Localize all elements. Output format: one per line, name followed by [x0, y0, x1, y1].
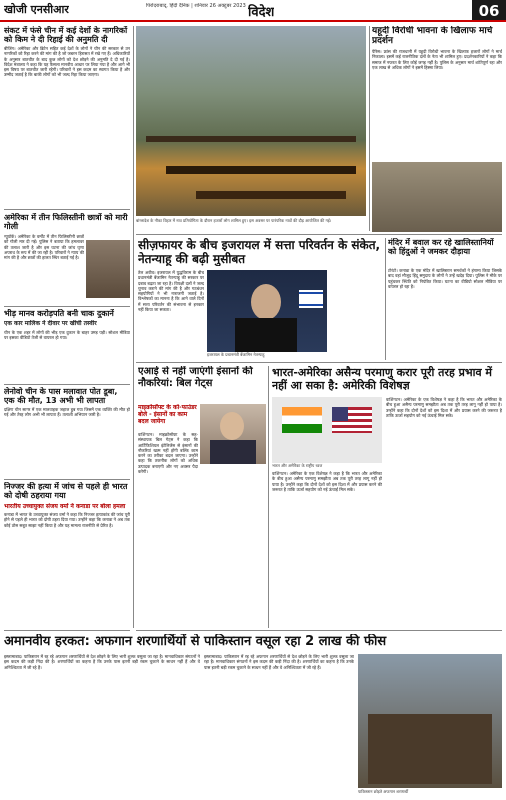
story-nijjar-body: कनाडा में भारत के उच्चायुक्त संजय वर्मा ने कहा कि निज्जर हत्याकांड की जांच पूरी होने से पहले ही भारत को दोषी ठहरा दिया गया। उन्होंने कहा कि कनाडा ने अब तक कोई ठोस सबूत साझा नहीं किया है और यह मामला राजनीति से प्रेरित है। — [4, 512, 130, 528]
story-antisemitism-headline: यहूदी विरोधी भावना के खिलाफ मार्च प्रदर्शन — [372, 26, 493, 46]
story-afghan-body-2: इस्लामाबाद। पाकिस्तान में रह रहे अफगान शरणार्थियों से देश छोड़ने के लिए भारी शुल्क वसूला जा रहा है। मानवाधिकार संगठनों ने इस कदम की कड़ी निंदा की है। शरणार्थियों का कहना है कि उनके पास इतनी बड़ी रकम चुकाने के साधन नहीं हैं और वे अनिश्चितता में जी रहे हैं। — [204, 654, 354, 670]
masthead — [0, 0, 506, 22]
portrait-head — [251, 284, 281, 320]
story-nijjar-headline: निज्जर की हत्या में जांच से पहले ही भारत को दोषी ठहराया गया — [4, 482, 128, 500]
divider — [4, 306, 130, 307]
story-temple-body: टोरंटो। कनाडा के एक मंदिर में खालिस्तान समर्थकों ने हंगामा किया जिसके बाद वहां मौजूद हिंदू समुदाय के लोगों ने उन्हें खदेड़ दिया। पुलिस ने मौके पर पहुंचकर स्थिति को नियंत्रित किया। घटना का वीडियो सोशल मीडिया पर वायरल हो रहा है। — [388, 268, 502, 289]
bill-gates-photo — [200, 404, 266, 464]
story-israel-headline: सीज़फायर के बीच इजरायल में सत्ता परिवर्तन के संकेत, नेतन्याहू की बढ़ी मुसीबत — [138, 238, 381, 266]
story-afghan-body-1: इस्लामाबाद। पाकिस्तान में रह रहे अफगान शरणार्थियों से देश छोड़ने के लिए भारी शुल्क वसूला जा रहा है। मानवाधिकार संगठनों ने इस कदम की कड़ी निंदा की है। शरणार्थियों का कहना है कि उनके पास इतनी बड़ी रकम चुकाने के साधन नहीं हैं और वे अनिश्चितता में जी रहे हैं। — [4, 654, 200, 670]
crowd-shape — [368, 714, 492, 784]
divider — [136, 362, 502, 363]
column-divider — [268, 366, 269, 628]
boat-shape — [166, 166, 356, 174]
column-divider — [369, 26, 370, 231]
story-us-students-body: न्यूयॉर्क। अमेरिका के वर्मोंट में तीन फिलिस्तीनी छात्रों को गोली मार दी गई। पुलिस ने बताया कि हमलावर की तलाश जारी है और इस घटना की जांच घृणा अपराध के रूप में की जा रही है। परिवारों ने न्याय की मांग की है और छात्रों की हालत स्थिर बताई गई है। — [4, 234, 84, 261]
column-divider — [133, 26, 134, 628]
story-afghan-headline: अमानवीय हरकत: अफगान शरणार्थियों से पाकिस्तान वसूल रहा 2 लाख की फीस — [4, 634, 387, 649]
boat-shape — [196, 191, 346, 199]
students-photo — [86, 240, 130, 298]
story-temple-headline: मंदिर में बवाल कर रहे खालिस्तानियों को हिंदुओं ने जमकर दौड़ाया — [388, 238, 494, 256]
story-nijjar-sub: भारतीय उच्चायुक्त संजय वर्मा ने कनाडा पर बोला हमला — [4, 503, 126, 510]
story-ai-headline: एआई से नहीं जाएंगी इंसानों की नौकरियां: बिल गेट्स — [138, 366, 253, 389]
divider — [4, 209, 130, 210]
divider — [4, 630, 130, 631]
divider — [4, 384, 130, 385]
boat-race-caption: बांग्लादेश के नौका विहार में नाव प्रतियोगिता के दौरान हजारों लोग शामिल हुए। इस अवसर पर पारंपरिक नावों की दौड़ आयोजित की गई। — [136, 218, 332, 223]
page-number: 06 — [472, 0, 506, 22]
story-israel-body: तेल अवीव। इजरायल में युद्धविराम के बीच प्रधानमंत्री बेंजामिन नेतन्याहू की सरकार पर दबाव बढ़ता जा रहा है। विपक्षी दलों ने जल्द चुनाव कराने की मांग की है और गठबंधन सहयोगियों ने भी नाराजगी जताई है। विश्लेषकों का मानना है कि आने वाले दिनों में सत्ता परिवर्तन की संभावना से इनकार नहीं किया जा सकता। — [138, 270, 204, 313]
divider — [136, 630, 502, 631]
refugees-caption: पाकिस्तान छोड़ते अफगान शरणार्थी — [358, 789, 409, 794]
story-nuclear-body-left: वाशिंगटन। अमेरिका के एक विशेषज्ञ ने कहा है कि भारत और अमेरिका के बीच हुआ असैन्य परमाणु समझौता अब तक पूरी तरह लागू नहीं हो पाया है। उन्होंने कहा कि दोनों देशों को इस दिशा में और प्रयास करने की जरूरत है ताकि ऊर्जा सहयोग को नई ऊंचाई मिल सके। — [272, 471, 382, 492]
india-flag — [282, 407, 322, 433]
flags-caption: भारत और अमेरिका के राष्ट्रीय ध्वज — [272, 463, 323, 468]
divider — [4, 479, 130, 480]
boat-race-photo — [136, 26, 366, 216]
story-ship-headline: लेनोवो चीन के पास मलावात पोत डूबा, एक की मौत, 13 अभी भी लापता — [4, 387, 118, 405]
story-crowd-headline: भीड़ मानव करोड़पति बनी चाक दुकानें — [4, 309, 114, 318]
flags-photo — [272, 397, 382, 463]
story-ai-body: वाशिंगटन। माइक्रोसॉफ्ट के सह-संस्थापक बिल गेट्स ने कहा कि आर्टिफिशियल इंटेलिजेंस से इंसानों की नौकरियां खत्म नहीं होंगी बल्कि काम करने का तरीका बदल जाएगा। उन्होंने कहा कि तकनीक लोगों को अधिक उत्पादक बनाएगी और नए अवसर पैदा करेगी। — [138, 432, 198, 475]
story-ship-body: दक्षिण चीन सागर में एक मालवाहक जहाज डूब गया जिसमें एक व्यक्ति की मौत हो गई और तेरह लोग अभी भी लापता हैं। तलाशी अभियान जारी है। — [4, 407, 130, 418]
story-china-headline: संकट में फंसे चीन में कई देशों के नागरिकों को किम ने दी रिहाई की अनुमति दी — [4, 26, 128, 44]
story-crowd-body: चीन के एक शहर में लोगों की भीड़ एक दुकान के बाहर उमड़ पड़ी। सोशल मीडिया पर इसका वीडियो तेजी से वायरल हो गया। — [4, 330, 130, 341]
portrait-head — [220, 412, 244, 440]
story-nuclear-headline: भारत-अमेरिका असैन्य परमाणु करार पूरी तरह प्रभाव में नहीं आ सका है: अमेरिकी विशेषज्ञ — [272, 366, 492, 392]
newspaper-brand: खोजी एनसीआर — [4, 3, 69, 16]
story-nuclear-body-right: वाशिंगटन। अमेरिका के एक विशेषज्ञ ने कहा है कि भारत और अमेरिका के बीच हुआ असैन्य परमाणु समझौता अब तक पूरी तरह लागू नहीं हो पाया है। उन्होंने कहा कि दोनों देशों को इस दिशा में और प्रयास करने की जरूरत है ताकि ऊर्जा सहयोग को नई ऊंचाई मिल सके। — [386, 397, 502, 418]
story-antisemitism-body: पेरिस। फ्रांस की राजधानी में यहूदी विरोधी भावना के खिलाफ हजारों लोगों ने मार्च निकाला। इसमें कई राजनीतिक दलों के नेता भी शामिल हुए। प्रदर्शनकारियों ने कहा कि समाज में नफरत के लिए कोई जगह नहीं है। पुलिस के अनुसार मार्च शांतिपूर्ण रहा और एक लाख से अधिक लोगों ने इसमें हिस्सा लिया। — [372, 49, 502, 70]
portrait-suit — [210, 440, 256, 464]
column-divider — [385, 238, 386, 360]
story-crowd-sub: एक कार मालिक ने दीवार पर खींची तस्वीर — [4, 320, 97, 327]
story-us-students-headline: अमेरिका में तीन फिलिस्तीनी छात्रों को मारी गोली — [4, 213, 128, 231]
flag-stripe — [299, 292, 323, 294]
israel-flag — [299, 290, 323, 308]
dateline: पिरोदराबाद्, हिंदी दैनिक | शनिवार 26 अक्टूबर 2023 — [146, 3, 246, 9]
boat-shape — [146, 136, 356, 142]
usa-flag — [332, 407, 372, 433]
refugees-photo — [358, 654, 502, 788]
usa-flag-canton — [332, 407, 348, 421]
portrait-suit — [235, 318, 297, 352]
netanyahu-photo — [207, 270, 327, 352]
section-title: विदेश — [248, 5, 275, 20]
divider — [136, 234, 502, 235]
flag-stripe — [299, 304, 323, 306]
netanyahu-caption: इजरायल के प्रधानमंत्री बेंजामिन नेतन्याहू — [207, 352, 265, 357]
story-china-body: बीजिंग। अमेरिका और ब्रिटेन सहित कई देशों के लोगों ने चीन की सरकार से उन नागरिकों को रिहा करने की मांग की है जो जबरन हिरासत में रखे गए हैं। अधिकारियों के अनुसार बातचीत के बाद कुछ लोगों को देश छोड़ने की अनुमति दे दी गई है। विदेश मंत्रालय ने कहा कि यह फैसला मानवीय आधार पर लिया गया है और आगे भी इस विषय पर बातचीत जारी रहेगी। परिवारों ने इस कदम का स्वागत किया है और उम्मीद जताई है कि बाकी लोगों को भी जल्द रिहा किया जाएगा। — [4, 46, 130, 78]
march-photo — [372, 162, 502, 232]
story-ai-sub: माइक्रोसॉफ्ट के को-फाउंडर बोले - इंसानों का काम बदल जायेगा — [138, 404, 197, 425]
